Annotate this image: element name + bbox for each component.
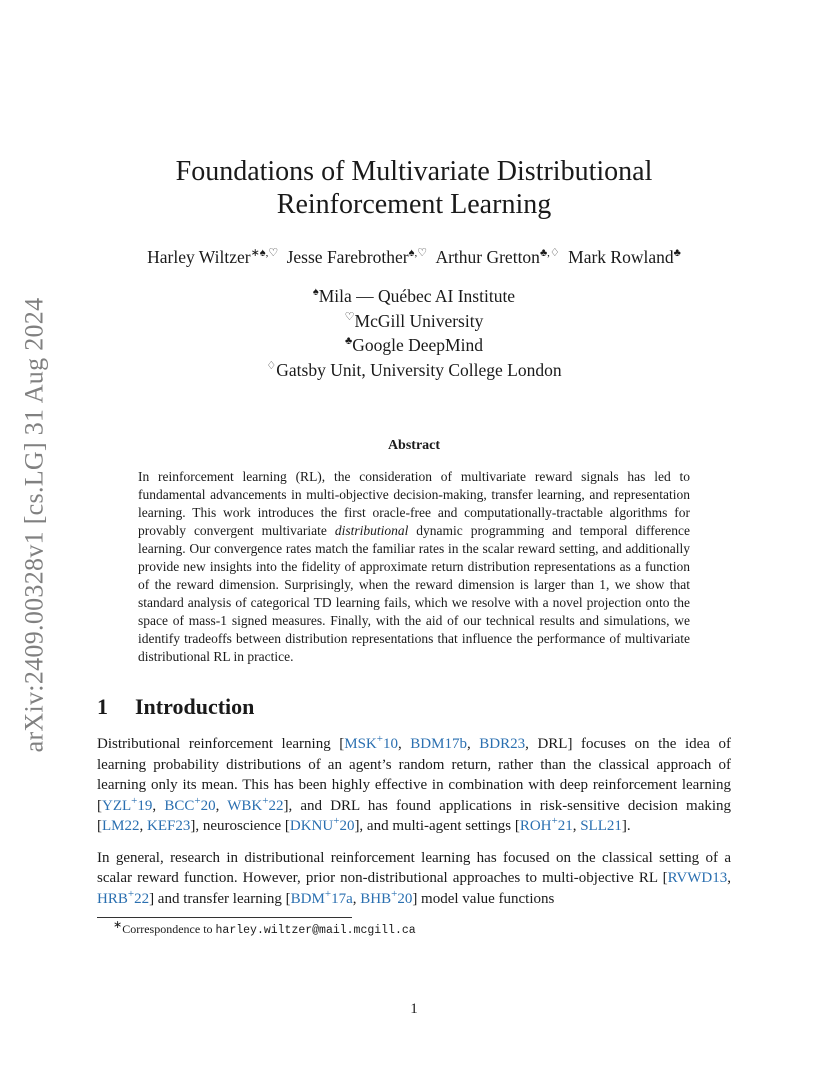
title-line-1: Foundations of Multivariate Distributional: [175, 156, 653, 187]
section-title: Introduction: [135, 694, 255, 719]
affiliation-list: [97, 284, 731, 382]
arxiv-sidebar: [14, 290, 54, 760]
paper-page: [97, 150, 731, 937]
author-name: Mark Rowland: [568, 247, 674, 267]
affiliation-mark: ♣: [345, 335, 353, 348]
title-line-2: Reinforcement Learning: [276, 189, 552, 220]
citation-link[interactable]: BDM17b: [410, 736, 467, 752]
citation-link[interactable]: MSK+10: [344, 733, 398, 752]
page-number: 1: [410, 1001, 418, 1017]
text: ,: [572, 818, 581, 834]
citation-link[interactable]: RVWD13: [667, 870, 728, 886]
intro-paragraph-2: [97, 848, 731, 910]
intro-paragraph-1: [97, 734, 731, 837]
author-marks: ∗♠,♡: [250, 247, 279, 260]
citation-link[interactable]: BDR23: [479, 736, 526, 752]
author-name: Jesse Farebrother: [286, 247, 409, 267]
citation-link[interactable]: WBK+22: [227, 794, 284, 814]
author-marks: ♣,♢: [539, 247, 560, 260]
abstract-emphasis: distributional: [334, 523, 409, 538]
citation-link[interactable]: LM22: [102, 818, 140, 834]
citation-link[interactable]: ROH+21: [519, 815, 573, 834]
affiliation: [97, 309, 731, 334]
text: , DRL] focuses on the idea of learning probability distributions of an agent’s random return, rather than the classical approach of learning only its mean. This has been highly effective in combination with deep reinforcement learning [: [97, 736, 731, 814]
text: ,: [397, 736, 411, 752]
citation-link[interactable]: SLL21: [580, 818, 622, 834]
affiliation-name: Gatsby Unit, University College London: [276, 359, 562, 380]
abstract-text: [138, 468, 690, 666]
author-marks: ♠,♡: [408, 247, 428, 260]
text: ,: [727, 870, 731, 886]
text: ], and multi-agent settings [: [354, 818, 520, 834]
abstract-part: In reinforcement learning (RL), the consideration of multivariate reward signals has led to fundamental advancements in multi-objective decision-making, transfer learning, and representation learning. This work introduces the first oracle-free and computationally-tractable algorithms for provably convergent multivariate: [138, 469, 690, 538]
text: Distributional reinforcement learning [: [97, 736, 345, 752]
section-heading: [97, 694, 731, 720]
affiliation-mark: ♡: [344, 310, 355, 323]
abstract-part: dynamic programming and temporal difference learning. Our convergence rates match the familiar rates in the scalar reward setting, and additionally provide new insights into the fidelity of approximate return distribution representations as a function of the reward dimension. Surprisingly, when the reward dimension is larger than 1, we show that standard analysis of categorical TD learning fails, which we resolve with a novel projection onto the space of mass-1 signed measures. Finally, with the aid of our technical results and simulations, we identify tradeoffs between distribution representations that influence the performance of multivariate distributional RL in practice.: [138, 523, 690, 664]
text: In general, research in distributional reinforcement learning has focused on the classical setting of a scalar reward function. However, prior non-distributional approaches to multi-objective RL [: [97, 849, 731, 886]
text: ], and DRL has found applications in risk-sensitive decision making [: [97, 797, 732, 834]
abstract-heading: Abstract: [387, 438, 441, 453]
affiliation-name: McGill University: [354, 310, 484, 331]
affiliation-name: Mila — Québec AI Institute: [318, 286, 516, 306]
author: [287, 247, 427, 267]
citation-link[interactable]: BHB+20: [360, 887, 413, 907]
footnote: [113, 919, 731, 937]
citation-link[interactable]: DKNU+20: [289, 815, 355, 834]
author-name: Harley Wiltzer: [147, 247, 251, 267]
citation-link[interactable]: HRB+22: [97, 887, 150, 907]
footnote-divider: [97, 917, 352, 918]
footnote-mark: ∗: [113, 919, 123, 931]
text: ,: [352, 890, 361, 907]
text: ] model value functions: [412, 890, 555, 907]
author: [435, 247, 559, 267]
affiliation: [97, 284, 731, 309]
affiliation-mark: ♠: [312, 286, 319, 299]
citation-link[interactable]: YZL+19: [102, 794, 153, 814]
paper-title: [97, 155, 731, 221]
citation-link[interactable]: KEF23: [147, 818, 191, 834]
text: ] and transfer learning [: [149, 890, 291, 907]
correspondence-email[interactable]: harley.wiltzer@mail.mcgill.ca: [215, 924, 416, 937]
text: ,: [152, 797, 165, 814]
author: [568, 247, 681, 267]
text: ], neuroscience [: [190, 818, 290, 834]
affiliation-name: Google DeepMind: [352, 335, 483, 355]
text: ,: [139, 818, 147, 834]
citation-link[interactable]: BCC+20: [164, 794, 216, 814]
citation-link[interactable]: BDM+17a: [290, 887, 353, 907]
affiliation: [97, 358, 731, 383]
arxiv-identifier: arXiv:2409.00328v1 [cs.LG] 31 Aug 2024: [19, 297, 49, 753]
text: ,: [215, 797, 228, 814]
author-marks: ♣: [673, 247, 681, 260]
author: [147, 247, 278, 267]
affiliation: [97, 333, 731, 358]
section-number: 1: [97, 694, 108, 719]
text: ,: [466, 736, 480, 752]
author-name: Arthur Gretton: [435, 247, 540, 267]
text: ].: [621, 818, 631, 834]
affiliation-mark: ♢: [266, 359, 277, 372]
author-list: [97, 247, 731, 268]
footnote-text: Correspondence to: [122, 922, 216, 936]
